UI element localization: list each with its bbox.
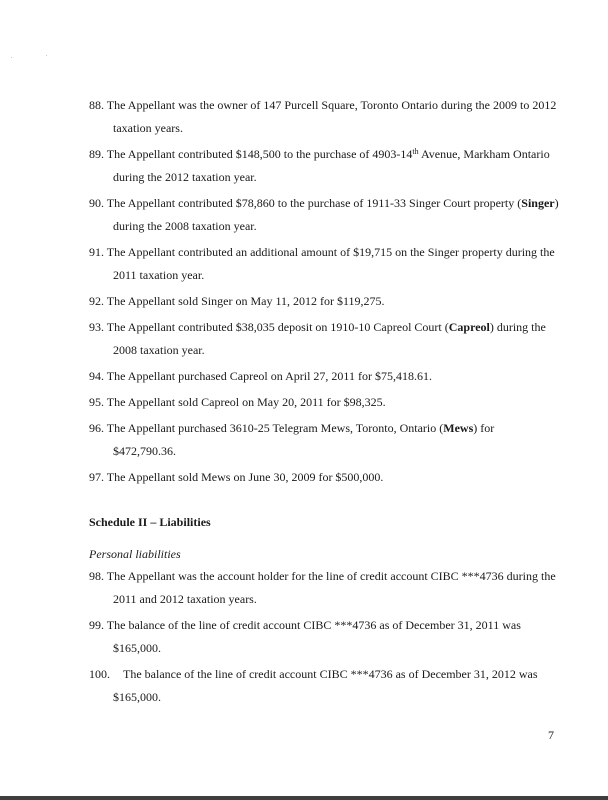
scan-speck <box>11 57 12 58</box>
ordinal-superscript: th <box>412 147 419 156</box>
paragraph-text: The Appellant sold Mews on June 30, 2009 for $500,000. <box>106 470 384 484</box>
document-body <box>89 94 589 712</box>
paragraph-continuation: 2008 taxation year. <box>113 343 205 357</box>
paragraph-97 <box>89 466 589 489</box>
paragraph-text: The Appellant contributed $78,860 to the purchase of 1911-33 Singer Court property ( <box>106 196 522 210</box>
paragraph-continuation: 2011 taxation year. <box>113 268 205 282</box>
paragraph-92 <box>89 290 589 313</box>
paragraph-89 <box>89 143 589 189</box>
paragraph-first-line <box>89 290 589 313</box>
paragraph-99 <box>89 614 589 660</box>
paragraph-first-line <box>89 316 589 339</box>
paragraph-text-cont: Avenue, Markham Ontario <box>418 147 550 161</box>
paragraph-number: 100. <box>89 667 110 681</box>
paragraph-continuation: $472,790.36. <box>113 444 176 458</box>
paragraph-text: The Appellant contributed $38,035 deposit on 1910-10 Capreol Court ( <box>106 320 449 334</box>
paragraph-94 <box>89 365 589 388</box>
paragraph-number: 91. <box>89 245 104 259</box>
paragraph-continuation: taxation years. <box>113 121 183 135</box>
paragraph-number: 98. <box>89 569 104 583</box>
paragraph-96 <box>89 417 589 463</box>
paragraph-90 <box>89 192 589 238</box>
paragraph-88 <box>89 94 589 140</box>
section-subheading: Personal liabilities <box>89 547 181 561</box>
paragraph-93 <box>89 316 589 362</box>
paragraph-text: The Appellant purchased 3610-25 Telegram Mews, Toronto, Ontario ( <box>106 421 444 435</box>
paragraph-first-line <box>89 391 589 414</box>
paragraph-91 <box>89 241 589 287</box>
defined-term: Capreol <box>448 320 490 334</box>
paragraph-first-line <box>89 466 589 489</box>
paragraph-text: The Appellant was the account holder for the line of credit account CIBC ***4736 during the <box>106 569 556 583</box>
paragraph-number: 96. <box>89 421 104 435</box>
paragraph-first-line <box>89 241 589 264</box>
paragraph-continuation: during the 2008 taxation year. <box>113 219 257 233</box>
paragraph-first-line <box>89 365 589 388</box>
schedule-heading: Schedule II – Liabilities <box>89 515 211 529</box>
paragraph-number: 94. <box>89 369 104 383</box>
paragraph-text: The Appellant was the owner of 147 Purcell Square, Toronto Ontario during the 2009 to 2012 <box>106 98 557 112</box>
paragraph-number: 88. <box>89 98 104 112</box>
paragraph-first-line <box>89 94 589 117</box>
paragraph-text-cont: ) <box>554 196 559 210</box>
paragraph-text: The Appellant sold Capreol on May 20, 2011 for $98,325. <box>106 395 386 409</box>
paragraph-98 <box>89 565 589 611</box>
paragraph-text: The Appellant purchased Capreol on April 27, 2011 for $75,418.61. <box>106 369 432 383</box>
paragraph-text-cont: ) for <box>473 421 495 435</box>
paragraph-number: 92. <box>89 294 104 308</box>
paragraph-95 <box>89 391 589 414</box>
paragraph-number: 97. <box>89 470 104 484</box>
paragraph-100 <box>89 663 589 709</box>
paragraph-first-line <box>89 417 589 440</box>
defined-term: Mews <box>443 421 474 435</box>
page-number: 7 <box>548 728 554 742</box>
paragraph-first-line <box>89 143 589 166</box>
paragraph-number: 99. <box>89 618 104 632</box>
paragraph-text: The balance of the line of credit account CIBC ***4736 as of December 31, 2011 was <box>106 618 521 632</box>
paragraph-number: 90. <box>89 196 104 210</box>
scan-speck <box>46 55 47 56</box>
paragraph-text: The Appellant sold Singer on May 11, 2012 for $119,275. <box>106 294 385 308</box>
paragraph-first-line <box>89 663 589 686</box>
paragraph-number: 89. <box>89 147 104 161</box>
paragraph-first-line <box>89 565 589 588</box>
viewer-bottom-bar <box>0 796 608 800</box>
paragraph-text: The Appellant contributed an additional amount of $19,715 on the Singer property during the <box>106 245 555 259</box>
paragraph-continuation: during the 2012 taxation year. <box>113 170 257 184</box>
paragraph-continuation: 2011 and 2012 taxation years. <box>113 592 257 606</box>
paragraph-number: 93. <box>89 320 104 334</box>
paragraph-continuation: $165,000. <box>113 641 161 655</box>
paragraph-first-line <box>89 614 589 637</box>
paragraph-text: The Appellant contributed $148,500 to the purchase of 4903-14 <box>106 147 413 161</box>
paragraph-first-line <box>89 192 589 215</box>
paragraph-number: 95. <box>89 395 104 409</box>
paragraph-text-cont: ) during the <box>489 320 546 334</box>
paragraph-continuation: $165,000. <box>113 690 161 704</box>
defined-term: Singer <box>521 196 555 210</box>
paragraph-text: The balance of the line of credit account CIBC ***4736 as of December 31, 2012 was <box>123 667 538 681</box>
